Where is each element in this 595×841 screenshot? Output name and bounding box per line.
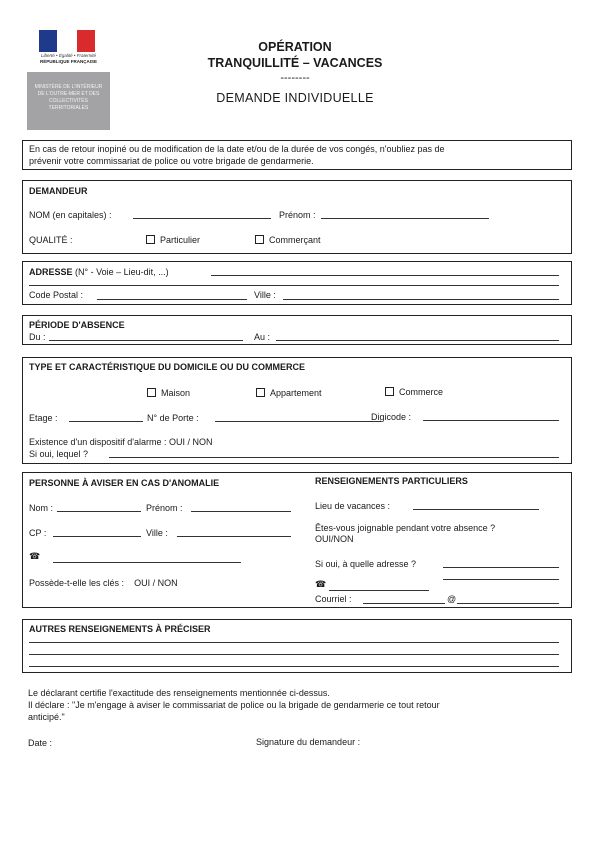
etage-label: Etage :	[29, 413, 58, 423]
checkbox-icon[interactable]	[256, 388, 265, 397]
personne-cp-label: CP :	[29, 528, 47, 538]
porte-label: N° de Porte :	[147, 413, 199, 423]
joignable-choice: OUI/NON	[315, 534, 354, 544]
demandeur-section	[22, 180, 572, 254]
au-label: Au :	[254, 332, 271, 342]
adresse-field-line1[interactable]	[211, 275, 559, 276]
autres-field-line2[interactable]	[29, 654, 559, 655]
autres-field-line3[interactable]	[29, 666, 559, 667]
autres-section	[22, 619, 572, 673]
prenom-field[interactable]	[321, 218, 489, 219]
particulier-option[interactable]: Particulier	[146, 235, 200, 245]
lieu-label: Lieu de vacances :	[315, 501, 391, 511]
courriel-label: Courriel :	[315, 594, 352, 604]
etage-field[interactable]	[69, 421, 143, 422]
page-title-line2: TRANQUILLITÉ – VACANCES	[207, 56, 383, 70]
periode-section	[22, 315, 572, 345]
vacances-adresse-label: Si oui, à quelle adresse ?	[315, 559, 417, 569]
adresse-section	[22, 261, 572, 305]
checkbox-icon[interactable]	[255, 235, 264, 244]
notice-line2: prévenir votre commissariat de police ou votre brigade de gendarmerie.	[29, 156, 314, 166]
marianne-flag-icon	[39, 30, 95, 52]
title-separator: --------	[280, 72, 310, 84]
checkbox-icon[interactable]	[146, 235, 155, 244]
demandeur-heading: DEMANDEUR	[29, 186, 88, 196]
lequel-label: Si oui, lequel ?	[29, 449, 89, 459]
logo-ministry-name: MINISTÈRE DE L'INTÉRIEUR DE L'OUTRE-MER ET DES COLLECTIVITÉS TERRITORIALES	[34, 84, 103, 111]
personne-prenom-label: Prénom :	[146, 503, 183, 513]
alarme-label: Existence d'un dispositif d'alarme : OUI / NON	[29, 437, 213, 447]
renseignements-heading: RENSEIGNEMENTS PARTICULIERS	[315, 476, 468, 486]
personne-nom-field[interactable]	[57, 511, 141, 512]
commercant-option[interactable]: Commerçant	[255, 235, 321, 245]
adresse-heading: ADRESSE (N° - Voie – Lieu-dit, ...)	[29, 267, 169, 277]
contact-section	[22, 472, 572, 608]
porte-field[interactable]	[215, 421, 381, 422]
checkbox-icon[interactable]	[147, 388, 156, 397]
digicode-label: Digicode :	[371, 412, 412, 422]
signature-label: Signature du demandeur :	[256, 737, 361, 747]
ville-field[interactable]	[283, 299, 559, 300]
vacances-adresse-field2[interactable]	[443, 579, 559, 580]
notice-box	[22, 140, 572, 170]
notice-line1: En cas de retour inopiné ou de modification de la date et/ou de la durée de vos congés, n'oubliez pas de	[29, 144, 445, 154]
commerce-option[interactable]: Commerce	[385, 387, 443, 397]
maison-option[interactable]: Maison	[147, 388, 190, 398]
domicile-heading: TYPE ET CARACTÉRISTIQUE DU DOMICILE OU DU COMMERCE	[29, 362, 306, 372]
personne-ville-label: Ville :	[146, 528, 168, 538]
code-postal-field[interactable]	[97, 299, 247, 300]
nom-field[interactable]	[133, 218, 271, 219]
courriel-field-user[interactable]	[363, 603, 445, 604]
page-subtitle: DEMANDE INDIVIDUELLE	[216, 91, 374, 105]
periode-heading: PÉRIODE D'ABSENCE	[29, 320, 125, 330]
at-sign: @	[447, 594, 457, 604]
certify-text: Le déclarant certifie l'exactitude des renseignements mentionnée ci-dessus.	[28, 688, 330, 698]
du-label: Du :	[29, 332, 46, 342]
prenom-label: Prénom :	[279, 210, 316, 220]
nom-label: NOM (en capitales) :	[29, 210, 112, 220]
ville-label: Ville :	[254, 290, 276, 300]
checkbox-icon[interactable]	[385, 387, 394, 396]
joignable-label: Êtes-vous joignable pendant votre absence ?	[315, 523, 496, 533]
qualite-label: QUALITÉ :	[29, 235, 73, 245]
appartement-option[interactable]: Appartement	[256, 388, 322, 398]
date-label: Date :	[28, 738, 53, 748]
autres-heading: AUTRES RENSEIGNEMENTS À PRÉCISER	[29, 624, 211, 634]
personne-ville-field[interactable]	[177, 536, 291, 537]
domicile-section	[22, 357, 572, 464]
phone-icon: ☎	[315, 579, 327, 589]
au-field[interactable]	[276, 340, 559, 341]
logo-republic: RÉPUBLIQUE FRANÇAISE	[39, 59, 97, 64]
lequel-field[interactable]	[109, 457, 559, 458]
personne-prenom-field[interactable]	[191, 511, 291, 512]
courriel-field-domain[interactable]	[457, 603, 559, 604]
logo-motto: Liberté • Égalité • Fraternité	[41, 53, 96, 58]
adresse-field-line2[interactable]	[29, 285, 559, 286]
code-postal-label: Code Postal :	[29, 290, 84, 300]
ministry-logo	[27, 22, 110, 130]
declare-text-line1: Il déclare : "Je m'engage à aviser le commissariat de police ou la brigade de gendarmerie ce tout retour	[28, 700, 440, 710]
personne-cp-field[interactable]	[53, 536, 141, 537]
personne-heading: PERSONNE À AVISER EN CAS D'ANOMALIE	[29, 478, 220, 488]
declare-text-line2: anticipé."	[28, 712, 65, 722]
autres-field-line1[interactable]	[29, 642, 559, 643]
personne-phone-field[interactable]	[53, 562, 241, 563]
du-field[interactable]	[49, 340, 243, 341]
personne-nom-label: Nom :	[29, 503, 54, 513]
vacances-adresse-field[interactable]	[443, 567, 559, 568]
digicode-field[interactable]	[423, 420, 559, 421]
page-title-line1: OPÉRATION	[258, 40, 332, 54]
phone-icon: ☎	[29, 551, 41, 561]
vacances-phone-field[interactable]	[329, 590, 429, 591]
cles-label: Possède-t-elle les clés : OUI / NON	[29, 578, 178, 588]
lieu-field[interactable]	[413, 509, 539, 510]
